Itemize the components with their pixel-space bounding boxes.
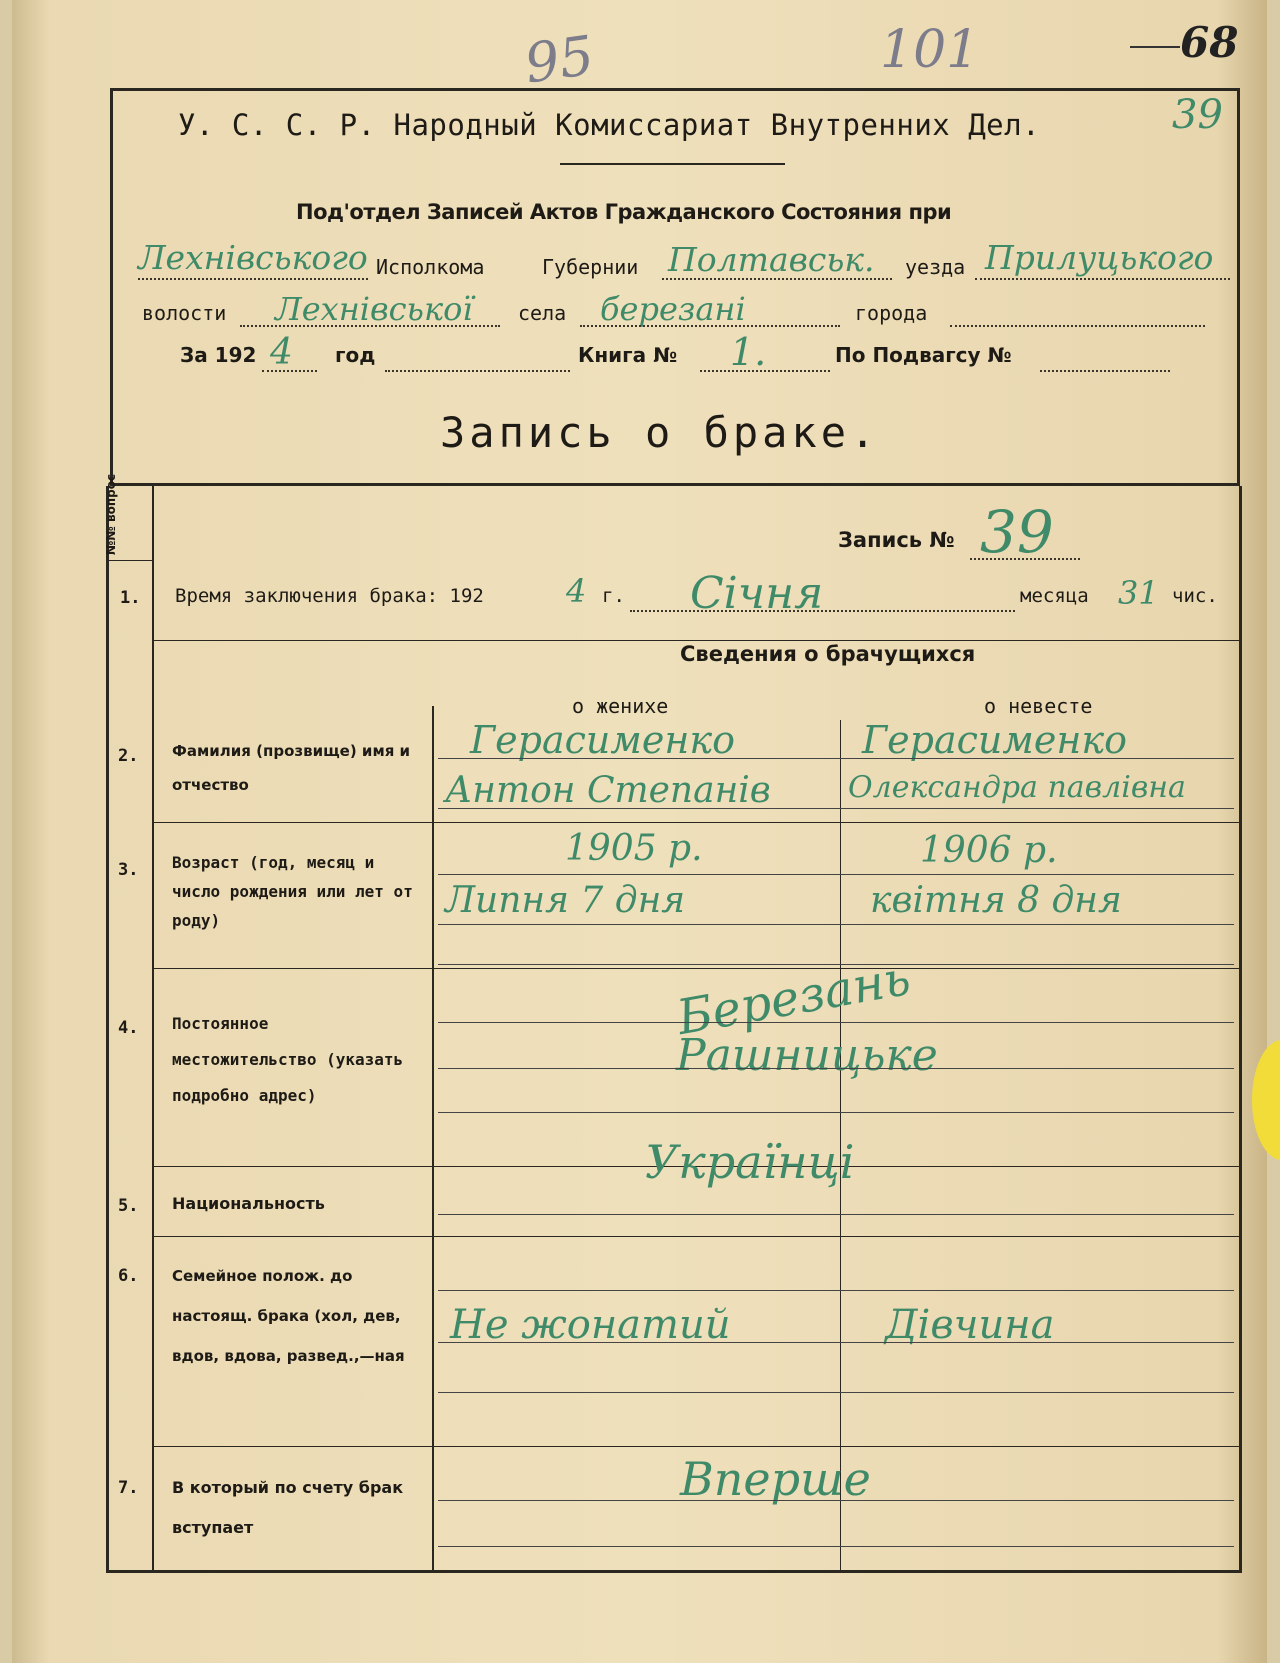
row4-residence-handwritten: Березань [672, 949, 915, 1047]
row2-groom-name: Антон Степанів [445, 770, 771, 811]
row1-year-handwritten: 4 [566, 572, 587, 610]
row5-line-a [438, 1214, 1234, 1215]
podvagsu-line [1040, 370, 1170, 372]
row3-groom-birthyear: 1905 р. [565, 828, 703, 869]
row1-day-handwritten: 31 [1118, 574, 1159, 612]
row4-label: Постоянное местожительство (указать подробно адрес) [172, 1014, 404, 1105]
row1-month-handwritten: Січня [690, 568, 824, 619]
label-column-divider [432, 706, 434, 1573]
podvagsu-label: По Подвагсу № [835, 343, 1012, 367]
row7-line-a [438, 1500, 1234, 1501]
row3-bride-birthdate: квітня 8 дня [870, 880, 1122, 921]
row7-marriage-count: Вперше [680, 1452, 871, 1506]
archive-number-95: 95 [520, 23, 598, 96]
row6-groom-status: Не жонатий [450, 1302, 731, 1348]
selo-label: села [518, 301, 567, 325]
row6-number: 6. [118, 1266, 139, 1286]
row4-line-b [438, 1068, 1234, 1069]
kniga-line [700, 370, 830, 372]
row3-groom-birthdate: Липня 7 дня [445, 880, 686, 921]
row1-day-label: чис. [1172, 585, 1218, 607]
zapis-handwritten: 39 [980, 498, 1054, 566]
row3-line-b [438, 924, 1234, 925]
row7-label: В который по счету брак вступает [172, 1478, 404, 1537]
row4-line-c [438, 1112, 1234, 1113]
gubernia-line [662, 278, 892, 280]
row6-label: Семейное полож. до настоящ. брака (хол, дев, вдов, вдова, развед.,—ная [172, 1267, 405, 1365]
gubernia-label: Губернии [542, 255, 639, 279]
archive-number-68: 68 [1180, 18, 1239, 67]
row2-number: 2. [118, 746, 139, 766]
uezd-label: уезда [905, 255, 966, 279]
row3-number: 3. [118, 860, 139, 880]
volost-label: волости [142, 301, 227, 325]
row7-line-b [438, 1546, 1234, 1547]
row4-residence-handwritten-2: Рашницьке [676, 1030, 938, 1081]
ispolkom-line [138, 278, 368, 280]
row5-nationality-handwritten: Українці [645, 1135, 855, 1189]
kniga-label: Книга № [578, 343, 678, 367]
row5-number: 5. [118, 1196, 139, 1216]
row5-label: Национальность [172, 1194, 325, 1213]
ispolkom-label: Исполкома [376, 255, 485, 279]
row1-label: Время заключения брака: 192 [175, 585, 484, 607]
section-title: Сведения о брачущихся [680, 642, 976, 666]
qnum-header: №№ вопрос [104, 473, 118, 555]
row2-bride-surname: Герасименко [862, 718, 1127, 762]
ministry-title: У. С. С. Р. Народный Комиссариат Внутренних Дел. [178, 108, 1041, 142]
row2-groom-surname: Герасименко [470, 718, 735, 762]
ispolkom-handwritten: Лехнівського [138, 238, 368, 277]
document-title: Запись о браке. [440, 408, 880, 457]
kniga-handwritten: 1. [730, 330, 767, 374]
row2-line-a [438, 758, 1234, 759]
gorod-line [950, 325, 1205, 327]
title-handwritten-number: 39 [1172, 92, 1223, 138]
row3-bride-birthyear: 1906 р. [920, 830, 1058, 871]
title-divider [560, 163, 785, 165]
uezd-handwritten: Прилуцького [985, 238, 1214, 277]
year-line [262, 370, 317, 372]
row3-label: Возраст (год, месяц и число рождения или лет от роду) [172, 853, 413, 930]
qnum-column-divider [152, 486, 154, 1573]
selo-line [580, 325, 840, 327]
row6-line-b [438, 1342, 1234, 1343]
strike-line [1130, 46, 1180, 48]
volost-line [240, 325, 500, 327]
row6-line-a [438, 1290, 1234, 1291]
gorod-label: города [855, 301, 928, 325]
row6-bride-status: Дівчина [885, 1302, 1055, 1348]
row1-month-label: месяца [1020, 585, 1089, 607]
row1-divider [152, 640, 1240, 641]
year-label: За 192 [180, 343, 257, 367]
row7-number: 7. [118, 1478, 139, 1498]
gubernia-handwritten: Полтавськ. [668, 240, 875, 279]
zapis-line [970, 558, 1080, 560]
row6-line-c [438, 1392, 1234, 1393]
selo-handwritten: березані [600, 290, 746, 328]
bride-column-header: о невесте [984, 694, 1093, 718]
row3-divider [152, 968, 1240, 969]
qnum-header-divider [106, 560, 153, 561]
archive-number-101: 101 [880, 20, 980, 80]
row2-label: Фамилия (прозвище) имя и отчество [172, 742, 411, 794]
row2-divider [152, 822, 1240, 823]
row1-g-label: г. [602, 585, 625, 607]
zapis-label: Запись № [838, 528, 955, 552]
row2-bride-name: Олександра павлівна [848, 770, 1186, 805]
row6-divider [152, 1446, 1240, 1447]
year-handwritten: 4 [270, 332, 293, 373]
god-label: год [335, 343, 376, 367]
row5-divider [152, 1236, 1240, 1237]
volost-handwritten: Лехнівської [275, 290, 473, 328]
row2-line-b [438, 808, 1234, 809]
row4-line-a [438, 1022, 1234, 1023]
row1-month-line [630, 610, 1015, 612]
row3-line-a [438, 874, 1234, 875]
groom-column-header: о женихе [572, 694, 669, 718]
uezd-line [975, 278, 1230, 280]
subdivision-title: Под'отдел Записей Актов Гражданского Состояния при [296, 200, 952, 224]
god-line [385, 370, 570, 372]
row4-number: 4. [118, 1018, 139, 1038]
row1-number: 1. [120, 588, 141, 608]
